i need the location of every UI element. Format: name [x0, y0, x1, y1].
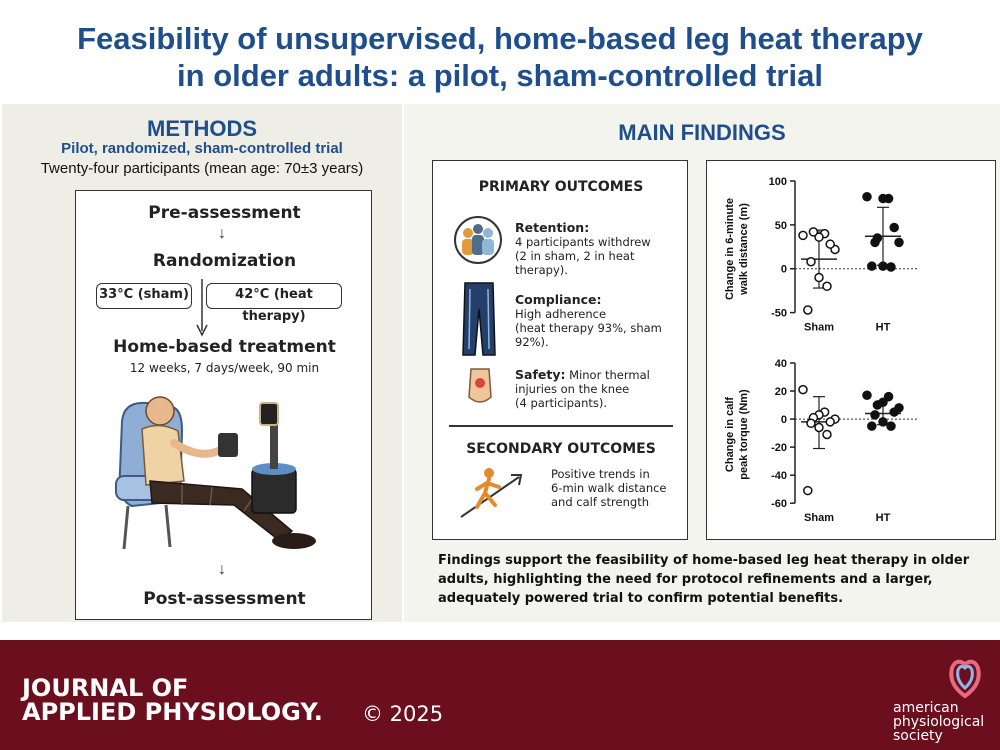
- flow-pre-assessment: Pre-assessment: [148, 203, 301, 223]
- data-point: [815, 274, 823, 282]
- society-line-1: american: [893, 700, 959, 716]
- heat-pants-icon: [461, 279, 497, 359]
- y-tick-label: 0: [780, 263, 787, 276]
- secondary-line-2: 6-min walk distance: [551, 481, 667, 495]
- primary-outcomes-box: [432, 160, 688, 540]
- y-tick-label: 50: [774, 219, 787, 232]
- copyright: © 2025: [362, 702, 444, 726]
- journal-name: [22, 676, 323, 724]
- y-tick-label: 100: [768, 176, 787, 188]
- compliance-label: Compliance:: [515, 292, 602, 307]
- page-title: [40, 20, 960, 94]
- data-point: [809, 228, 817, 236]
- safety-label: Safety:: [515, 367, 566, 382]
- society-name: [893, 701, 984, 743]
- flow-treatment-detail: 12 weeks, 7 days/week, 90 min: [129, 361, 320, 375]
- flow-home-treatment: Home-based treatment: [113, 337, 336, 357]
- y-axis-label: peak torque (Nm): [738, 389, 750, 480]
- data-point: [890, 224, 898, 232]
- retention-line-2: (2 in sham, 2 in heat therapy).: [515, 249, 635, 277]
- secondary-line-1: Positive trends in: [551, 467, 650, 481]
- findings-panel: [404, 104, 1000, 622]
- knee-injury-icon: [465, 367, 495, 407]
- society-line-3: society: [893, 728, 943, 744]
- y-axis-label: Change in 6-minute: [724, 197, 736, 301]
- data-point: [804, 487, 812, 495]
- title-area: [0, 0, 1000, 104]
- data-point: [887, 422, 895, 430]
- data-point: [804, 306, 812, 314]
- data-point: [807, 419, 815, 427]
- data-point: [879, 262, 887, 270]
- retention-line-1: 4 participants withdrew: [515, 235, 651, 249]
- safety-line-1: Minor thermal: [569, 368, 650, 382]
- data-point: [895, 238, 903, 246]
- compliance-line-3: 92%).: [515, 335, 549, 349]
- outcomes-divider: [449, 425, 673, 427]
- walking-trend-icon: [459, 463, 533, 519]
- retention-label: Retention:: [515, 220, 590, 235]
- compliance-line-2: (heat therapy 93%, sham: [515, 321, 662, 335]
- data-point: [826, 240, 834, 248]
- y-tick-label: 40: [774, 358, 787, 370]
- heat-group-pill: 42°C (heat therapy): [206, 283, 342, 309]
- aps-logo-icon: [944, 654, 986, 700]
- data-point: [863, 391, 871, 399]
- flow-arrow-down-icon: ↓: [218, 225, 226, 242]
- y-tick-label: -50: [771, 307, 787, 320]
- data-point: [879, 418, 887, 426]
- flow-arrow-down-icon-2: ↓: [218, 561, 226, 578]
- data-point: [871, 238, 879, 246]
- data-point: [887, 263, 895, 271]
- safety-line-3: (4 participants).: [515, 396, 608, 410]
- safety-line-2: injuries on the knee: [515, 382, 630, 396]
- society-line-2: physiological: [893, 714, 985, 730]
- data-point: [873, 401, 881, 409]
- data-point: [807, 258, 815, 266]
- data-point: [823, 282, 831, 290]
- data-point: [890, 408, 898, 416]
- seated-man-illustration: [102, 381, 342, 561]
- secondary-text: [551, 467, 687, 509]
- y-tick-label: 20: [774, 386, 787, 399]
- primary-outcomes-heading: PRIMARY OUTCOMES: [478, 179, 644, 195]
- journal-line-2: APPLIED PHYSIOLOGY.: [22, 698, 323, 726]
- secondary-line-3: and calf strength: [551, 495, 649, 509]
- journal-line-1: JOURNAL OF: [22, 674, 189, 702]
- methods-heading: METHODS: [147, 116, 257, 141]
- data-point: [799, 386, 807, 394]
- y-axis-label: Change in calf: [724, 396, 736, 473]
- data-point: [871, 411, 879, 419]
- x-category-label: Sham: [804, 512, 834, 525]
- data-point: [868, 262, 876, 270]
- y-tick-label: -60: [771, 498, 787, 511]
- data-point: [863, 193, 871, 201]
- data-point: [815, 423, 823, 431]
- people-group-icon: [453, 215, 503, 265]
- graphs-box: [706, 160, 996, 540]
- outcome-charts: [707, 161, 997, 541]
- compliance-text: [515, 293, 685, 349]
- methods-subheading: Pilot, randomized, sham-controlled trial: [61, 140, 343, 157]
- conclusion-text: Findings support the feasibility of home-based leg heat therapy in older adults, highlighting the need for protocol refinements and a larger, adequately powered trial to confirm potential benefits.: [438, 553, 970, 606]
- data-point: [826, 418, 834, 426]
- data-point: [823, 431, 831, 439]
- retention-text: [515, 221, 685, 277]
- y-axis-label: walk distance (m): [738, 203, 750, 295]
- data-point: [868, 422, 876, 430]
- sham-group-pill: 33°C (sham): [96, 283, 192, 309]
- findings-heading: MAIN FINDINGS: [618, 120, 786, 145]
- x-category-label: HT: [875, 512, 891, 525]
- x-category-label: HT: [875, 321, 891, 334]
- title-line-2: in older adults: a pilot, sham-controlled trial: [177, 58, 823, 93]
- study-flow-box: [75, 190, 372, 620]
- flow-post-assessment: Post-assessment: [143, 589, 306, 609]
- flow-split-arrow-icon: [192, 279, 212, 339]
- safety-text: [515, 368, 685, 410]
- secondary-outcomes-heading: SECONDARY OUTCOMES: [466, 441, 656, 457]
- title-line-1: Feasibility of unsupervised, home-based leg heat therapy: [77, 21, 923, 56]
- compliance-line-1: High adherence: [515, 307, 607, 321]
- methods-panel: [2, 104, 402, 622]
- data-point: [879, 195, 887, 203]
- y-tick-label: -40: [771, 470, 787, 483]
- flow-randomization: Randomization: [152, 251, 297, 271]
- y-tick-label: 0: [780, 414, 787, 427]
- methods-participants: Twenty-four participants (mean age: 70±3 years): [40, 160, 364, 177]
- content-area: [0, 104, 1000, 640]
- data-point: [799, 231, 807, 239]
- y-tick-label: -20: [771, 442, 787, 455]
- footer: [0, 640, 1000, 750]
- x-category-label: Sham: [804, 321, 834, 334]
